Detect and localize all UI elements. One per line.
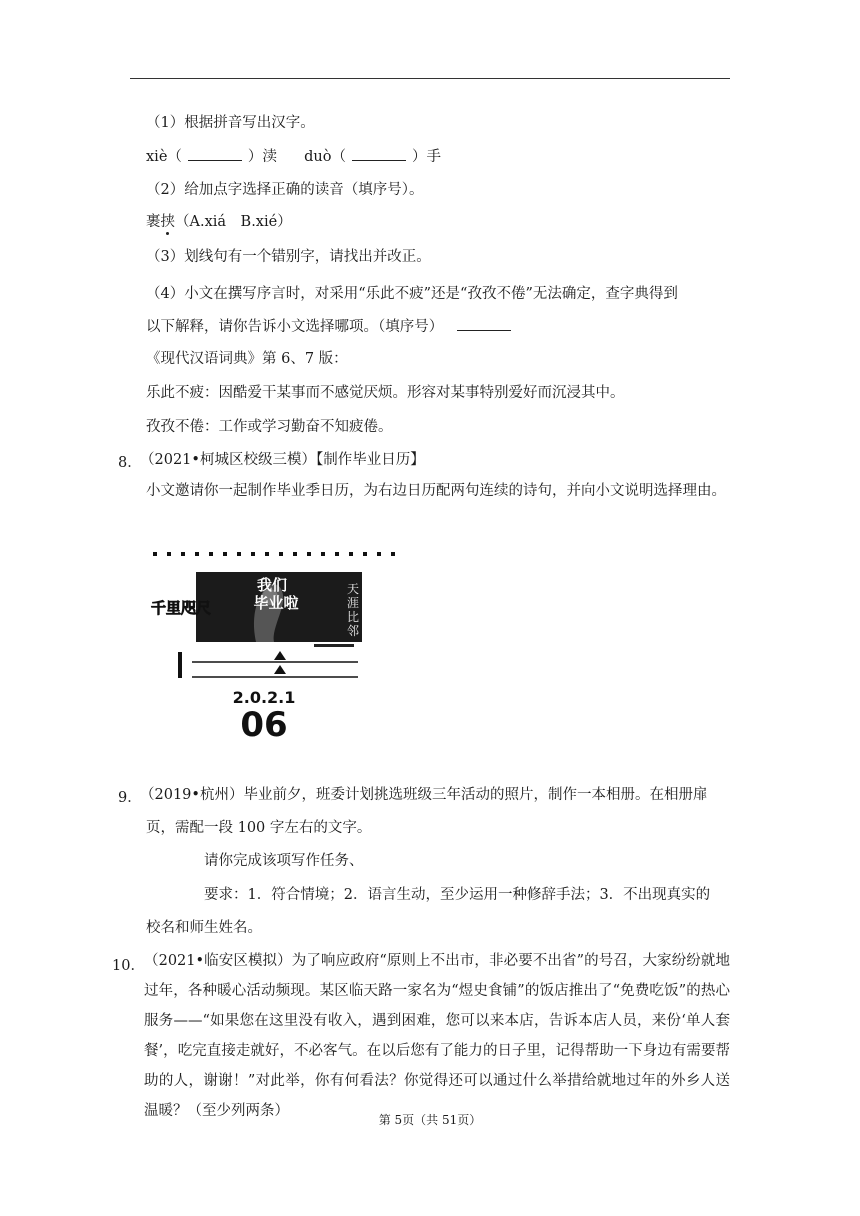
- graduation-calendar-image: [146, 545, 412, 740]
- calendar-right-char: 邻: [346, 624, 360, 638]
- q8-header: （2021•柯城区校级三模）【制作毕业日历】: [140, 452, 425, 468]
- calendar-title-2: 毕业啦: [253, 594, 299, 612]
- q7-pinyin-row: [146, 147, 441, 166]
- calendar-right-char: 天: [346, 582, 360, 596]
- q9-line3: 请你完成该项写作任务、: [204, 853, 364, 869]
- q7-sub4-line1: （4）小文在撰写序言时，对采用“乐此不疲”还是“孜孜不倦”无法确定，查字典得到: [146, 286, 678, 302]
- pinyin1-prefix: xiè（: [146, 149, 182, 165]
- q10-number: 10．: [112, 958, 145, 974]
- q7-options-row: [146, 213, 292, 231]
- definition-1: 乐此不疲：因酷爱干某事而不感觉厌烦。形容对某事特别爱好而沉浸其中。: [146, 385, 625, 401]
- answer-blank-1[interactable]: [188, 147, 242, 161]
- calendar-right-char: 涯: [346, 596, 360, 610]
- q7-sub2: （2）给加点字选择正确的读音（填序号）。: [146, 182, 424, 198]
- q9-number: 9．: [118, 790, 142, 806]
- dotted-char: 挟: [160, 214, 175, 230]
- page-footer: 第 5页（共 51页）: [378, 1113, 482, 1127]
- q7-sub1: （1）根据拼音写出汉字。: [146, 115, 315, 131]
- calendar-year: 2.0.2.1: [232, 688, 296, 707]
- calendar-title-1: 我们: [256, 576, 288, 594]
- q8-body: 小文邀请你一起制作毕业季日历，为右边日历配两句连续的诗句，并向小文说明选择理由。: [146, 483, 726, 499]
- calendar-day: 06: [240, 705, 288, 740]
- definition-2: 孜孜不倦：工作或学习勤奋不知疲倦。: [146, 419, 393, 435]
- calendar-left-text: 千里咫尺: [151, 599, 212, 617]
- q9-requirements: 要求：1．符合情境；2．语言生动，至少运用一种修辞手法；3．不出现真实的: [204, 887, 711, 903]
- pinyin2-suffix: ）手: [411, 149, 441, 165]
- pinyin2-prefix: duò（: [304, 149, 346, 165]
- calendar-right-char: 比: [346, 610, 360, 624]
- word-char-a: 裹: [146, 214, 161, 230]
- q9-line1: （2019•杭州）毕业前夕，班委计划挑选班级三年活动的照片，制作一本相册。在相册扉: [140, 787, 708, 803]
- q9-line5: 校名和师生姓名。: [146, 920, 262, 936]
- answer-blank-3[interactable]: [457, 317, 511, 331]
- q8-number: 8．: [118, 455, 142, 471]
- dictionary-source: 《现代汉语词典》第 6、7 版：: [146, 351, 348, 367]
- pronunciation-options: （A.xiá B.xié）: [175, 214, 292, 230]
- q7-sub4-line2: [146, 317, 517, 336]
- answer-blank-2[interactable]: [352, 147, 406, 161]
- q7-sub4-text: 以下解释，请你告诉小文选择哪项。（填序号）: [146, 319, 444, 335]
- header-rule: [130, 78, 730, 79]
- pinyin1-suffix: ）渎: [247, 149, 277, 165]
- q10-body: （2021•临安区模拟）为了响应政府“原则上不出市，非必要不出省”的号召，大家纷纷就地过年，各种暖心活动频现。某区临天路一家名为“煜史食铺”的饭店推出了“免费吃饭”的热心服务——“如果您在这里没有收入，遇到困难，您可以来本店，告诉本店人员，来份‘单人套餐’，吃完直接走就好，不必客气。在以后您有了能力的日子里，记得帮助一下身边有需要帮助的人，谢谢！”对此举，你有何看法？你觉得还可以通过什么举措给就地过年的外乡人送温暖？（至少列两条）: [144, 953, 730, 1119]
- q7-sub3: （3）划线句有一个错别字，请找出并改正。: [146, 249, 431, 265]
- q9-line2: 页，需配一段 100 字左右的文字。: [146, 820, 372, 836]
